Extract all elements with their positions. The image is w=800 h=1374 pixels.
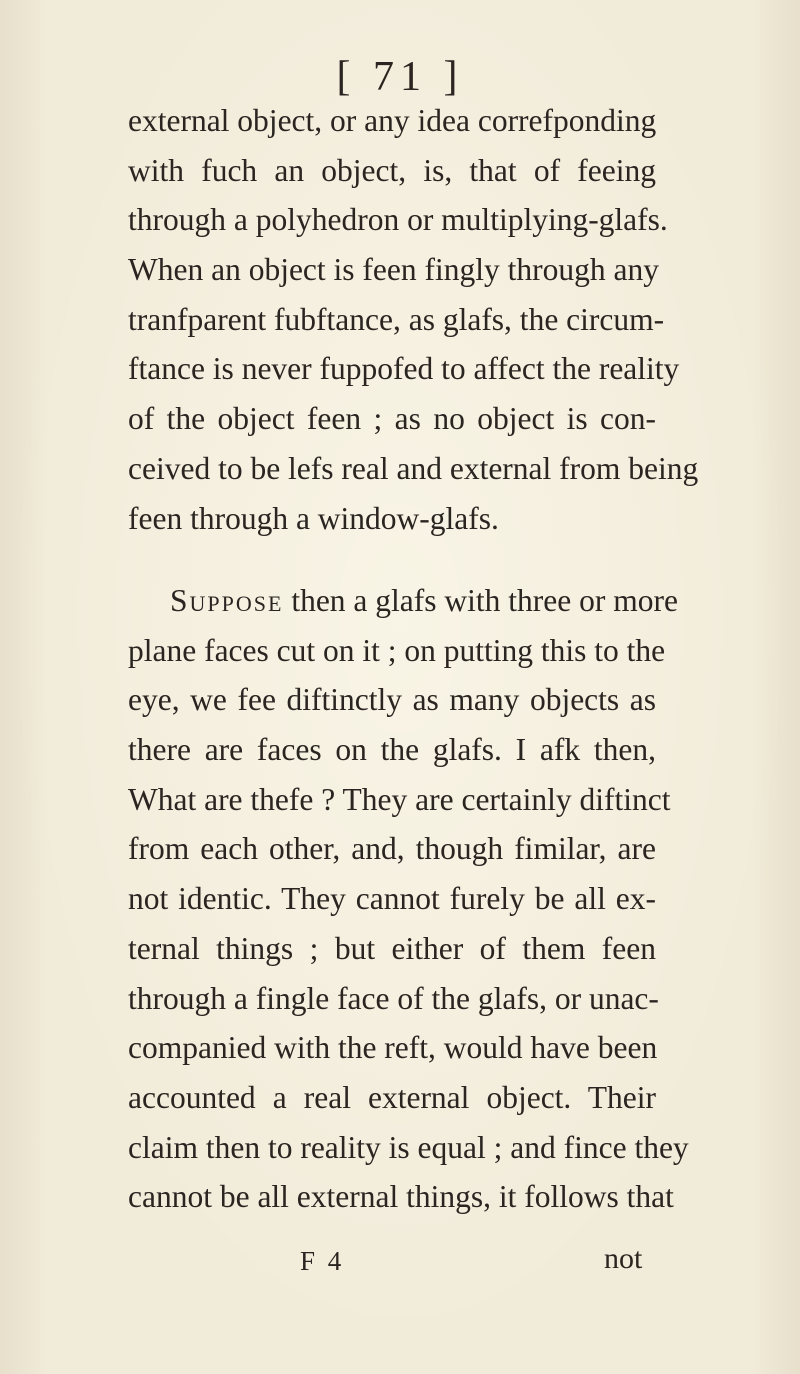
- paragraph-opening-line: [128, 576, 678, 626]
- text-line: ftance is never fuppofed to affect the reality: [128, 351, 680, 387]
- paragraph-1: [128, 96, 699, 543]
- text-line: not identic. They cannot furely be all ex-: [128, 881, 656, 917]
- text-line: When an object is feen fingly through any: [128, 252, 659, 288]
- signature-mark: F 4: [300, 1246, 345, 1276]
- text-line: eye, we fee diftinctly as many objects as: [128, 682, 656, 718]
- page-number: [ 71 ]: [336, 54, 464, 100]
- text-line: from each other, and, though fimilar, are: [128, 831, 656, 867]
- small-caps-opening-word: Suppose: [170, 583, 284, 618]
- text-line: ceived to be lefs real and external from being: [128, 450, 699, 486]
- catchword: not: [604, 1242, 643, 1275]
- text-line: there are faces on the glafs. I afk then,: [128, 732, 656, 768]
- page-footer: [0, 1242, 800, 1286]
- text-line: through a fingle face of the glafs, or unac-: [128, 980, 659, 1016]
- text-line: feen through a window-glafs.: [128, 500, 499, 536]
- opening-line-text: then a glafs with three or more: [283, 583, 678, 618]
- paragraph-2: [128, 576, 689, 1222]
- text-line: cannot be all external things, it follows that: [128, 1179, 674, 1215]
- text-line: tranfparent fubftance, as glafs, the circum-: [128, 301, 665, 337]
- text-line: What are thefe ? They are certainly diftinct: [128, 781, 671, 817]
- text-line: accounted a real external object. Their: [128, 1079, 656, 1115]
- text-line: ternal things ; but either of them feen: [128, 930, 656, 966]
- text-line: of the object feen ; as no object is con-: [128, 401, 656, 437]
- text-line: companied with the reft, would have been: [128, 1030, 658, 1066]
- text-line: claim then to reality is equal ; and fince they: [128, 1129, 689, 1165]
- text-line: plane faces cut on it ; on putting this to the: [128, 632, 666, 668]
- text-line: with fuch an object, is, that of feeing: [128, 152, 656, 188]
- text-line: through a polyhedron or multiplying-glafs.: [128, 202, 668, 238]
- text-line: external object, or any idea correfponding: [128, 103, 657, 138]
